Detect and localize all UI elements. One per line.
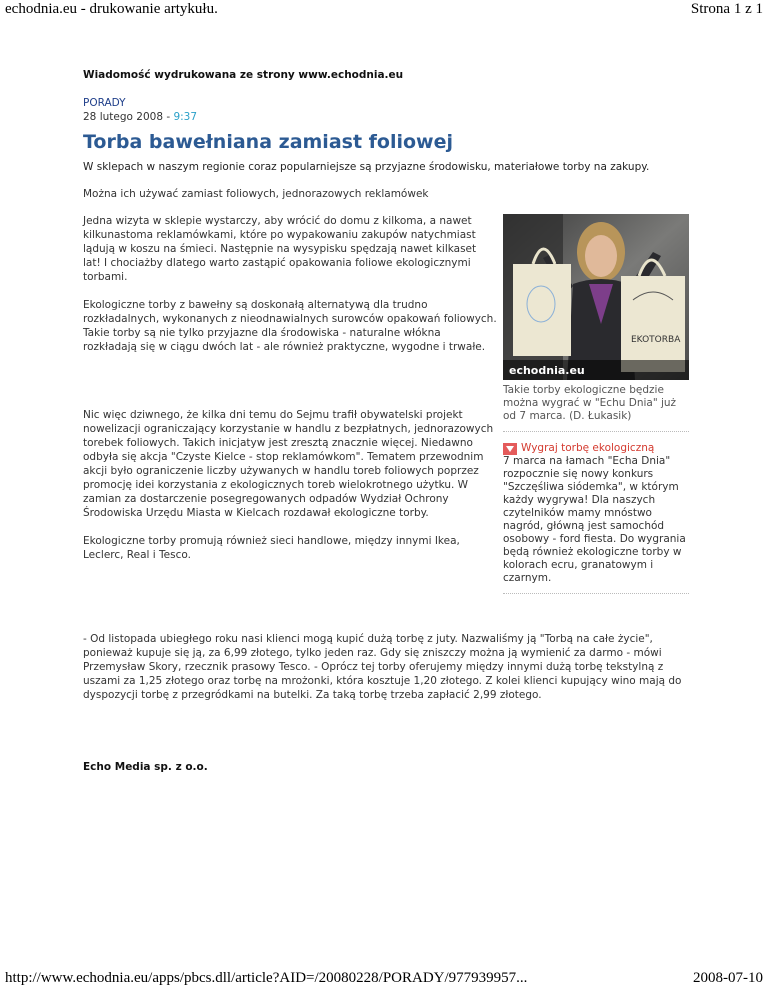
article-headline: Torba bawełniana zamiast foliowej bbox=[83, 131, 453, 153]
article-lead: W sklepach w naszym regionie coraz popularniejsze są przyjazne środowisku, materiałowe torby na zakupy. bbox=[83, 161, 650, 173]
article-two-column bbox=[83, 214, 688, 614]
print-header-page-number: Strona 1 z 1 bbox=[690, 1, 763, 17]
print-footer-date: 2008-07-10 bbox=[693, 970, 763, 986]
print-header bbox=[0, 0, 768, 22]
photo-bag-text: EKOTORBA bbox=[631, 335, 681, 345]
article-sidebar bbox=[503, 214, 689, 594]
promo-box bbox=[503, 442, 689, 594]
promo-title[interactable]: Wygraj torbę ekologiczną bbox=[521, 442, 655, 454]
article-content bbox=[83, 68, 688, 774]
article-category[interactable]: PORADY bbox=[83, 97, 126, 109]
photo-illustration bbox=[503, 214, 689, 380]
promo-text: 7 marca na łamach "Echa Dnia" rozpocznie się nowy konkurs "Szczęśliwa siódemka", w którym każdy wygrywa! Dla naszych czytelników mamy mnóstwo nagród, główną jest samochód osobowy - ford fiesta. Do wygrania będą również ekologiczne torby w kolorach ecru, granatowym i czarnym. bbox=[503, 455, 686, 584]
article-paragraph-4: Nic więc dziwnego, że kilka dni temu do Sejmu trafił obywatelski projekt nowelizacji ograniczający korzystanie w handlu z bezpłatnych, jednorazowych torebek foliowych. Takich inicjatyw jest zresztą znacznie więcej. Niedawno odbyła się akcja "Czyste Kielce - stop reklamówkom". Tematem przewodnim akcji było ograniczenie liczby używanych w handlu toreb foliowych poprzez promocję idei korzystania z ekologicznych toreb wielokrotnego użytku. W zamian za dostarczenie posegregowanych odpadów Wydział Ochrony Środowiska Urzędu Miasta w Kielcach rozdawał ekologiczne torby. bbox=[83, 409, 494, 519]
arrow-down-icon bbox=[503, 443, 517, 455]
article-dateline bbox=[83, 110, 688, 124]
article-paragraph-5: Ekologiczne torby promują również sieci handlowe, między innymi Ikea, Leclerc, Real i Tesco. bbox=[83, 535, 460, 561]
article-paragraph-1: Można ich używać zamiast foliowych, jednorazowych reklamówek bbox=[83, 188, 429, 200]
article-paragraph-3: Ekologiczne torby z bawełny są doskonałą alternatywą dla trudno rozkładalnych, wykonanych z nieodnawialnych surowców opakowań foliowych. Takie torby są nie tylko przyjazne dla środowiska - naturalne włókna rozkładają się w ciągu dwóch lat - ale również praktyczne, wygodne i trwałe. bbox=[83, 299, 497, 353]
article-time: 9:37 bbox=[173, 111, 198, 123]
article-date: 28 lutego 2008 - bbox=[83, 111, 174, 123]
photo-watermark: echodnia.eu bbox=[509, 364, 585, 377]
print-footer-url: http://www.echodnia.eu/apps/pbcs.dll/article?AID=/20080228/PORADY/977939957... bbox=[5, 970, 528, 986]
article-left-column bbox=[83, 214, 497, 576]
photo-caption: Takie torby ekologiczne będzie można wygrać w "Echu Dnia" już od 7 marca. (D. Łukasik) bbox=[503, 384, 689, 432]
print-footer bbox=[0, 970, 768, 992]
print-header-title: echodnia.eu - drukowanie artykułu. bbox=[5, 1, 218, 17]
printed-from-notice: Wiadomość wydrukowana ze strony www.echodnia.eu bbox=[83, 69, 404, 81]
article-photo[interactable] bbox=[503, 214, 689, 380]
article-paragraph-2: Jedna wizyta w sklepie wystarczy, aby wrócić do domu z kilkoma, a nawet kilkunastoma reklamówkami, które po wypakowaniu zakupów natychmiast lądują w koszu na śmieci. Następnie na wysypisku spędzają nawet kilkaset lat! I chociażby dlatego warto zastąpić opakowania foliowe ekologicznymi torbami. bbox=[83, 215, 477, 283]
article-paragraph-6: - Od listopada ubiegłego roku nasi klienci mogą kupić dużą torbę z juty. Nazwaliśmy ją "Torbą na całe życie", ponieważ kupuje się ją, za 6,99 złotego, tylko jeden raz. Gdy się zniszczy można ją wymienić za darmo - mówi Przemysław Skory, rzecznik prasowy Tesco. - Oprócz tej torby oferujemy między innymi dużą torbę tekstylną z uszami za 1,25 złotego oraz torbę na mrożonki, która kosztuje 1,20 złotego. Z kolei klienci kupujący wino mają do dyspozycji torbę z przegródkami na butelki. Za taką torbę trzeba zapłacić 2,99 złotego. bbox=[83, 633, 682, 701]
publisher-name: Echo Media sp. z o.o. bbox=[83, 761, 208, 773]
promo-title-row[interactable] bbox=[503, 442, 689, 455]
